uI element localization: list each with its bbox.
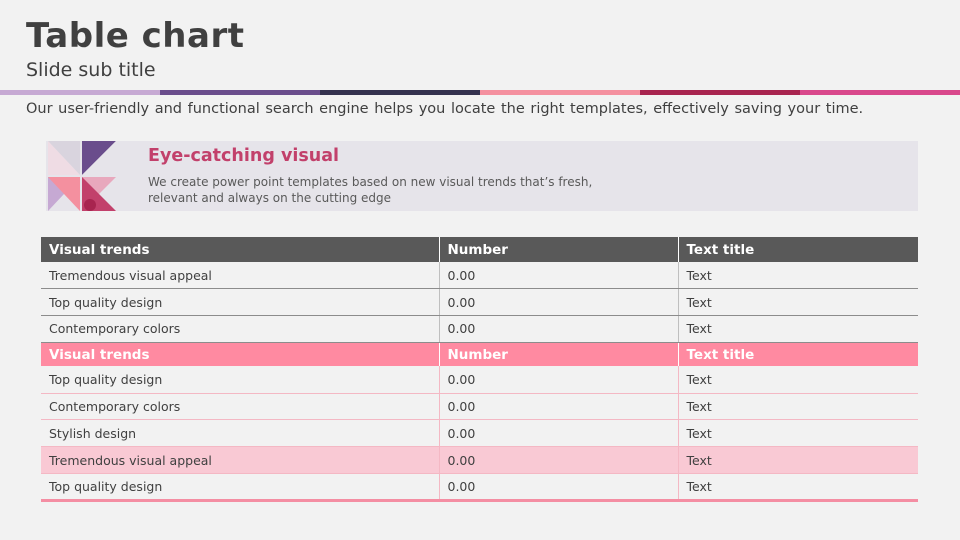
slide-subtitle: Slide sub title [26,59,156,81]
column-header: Number [439,237,678,262]
data-table [41,237,918,502]
color-strip [0,90,960,95]
table-cell: Top quality design [41,474,439,501]
column-header: Visual trends [41,237,439,262]
table-row [41,262,918,289]
table-cell: Text [678,447,918,474]
callout-text: We create power point templates based on new visual trends that’s fresh, relevant and always on the cutting edge [148,175,593,205]
color-strip-segment [640,90,800,95]
column-header: Number [439,342,678,366]
table-cell: Tremendous visual appeal [41,447,439,474]
color-strip-segment [480,90,640,95]
table-header-row [41,342,918,366]
table-cell: Text [678,393,918,420]
table-row [41,316,918,343]
column-header: Visual trends [41,342,439,366]
table-cell: Stylish design [41,420,439,447]
column-header: Text title [678,237,918,262]
slide-description: Our user-friendly and functional search engine helps you locate the right templates, effectively saving your time. [26,101,864,117]
table-cell: 0.00 [439,420,678,447]
table-cell: Contemporary colors [41,393,439,420]
triangle-mosaic-graphic [46,141,118,211]
table-row [41,289,918,316]
callout-heading: Eye-catching visual [148,146,340,166]
table-cell: Contemporary colors [41,316,439,343]
table-cell: 0.00 [439,366,678,393]
table-cell: 0.00 [439,447,678,474]
table-cell: 0.00 [439,262,678,289]
color-strip-segment [160,90,320,95]
callout-box [46,141,918,211]
color-strip-segment [320,90,480,95]
table-cell: Text [678,366,918,393]
table-cell: Text [678,316,918,343]
table-cell: Text [678,262,918,289]
table-row [41,420,918,447]
table-cell: Text [678,289,918,316]
table-cell: Text [678,474,918,501]
column-header: Text title [678,342,918,366]
color-strip-segment [800,90,960,95]
table-cell: 0.00 [439,393,678,420]
table-cell: Text [678,420,918,447]
table-cell: Top quality design [41,366,439,393]
table-row [41,366,918,393]
table-cell: 0.00 [439,289,678,316]
table-cell: Top quality design [41,289,439,316]
table-row [41,393,918,420]
table-row-highlighted [41,447,918,474]
table-header-row [41,237,918,262]
color-strip-segment [0,90,160,95]
table-row [41,474,918,501]
table-cell: 0.00 [439,474,678,501]
table-cell: Tremendous visual appeal [41,262,439,289]
slide-title: Table chart [26,16,245,56]
table-cell: 0.00 [439,316,678,343]
